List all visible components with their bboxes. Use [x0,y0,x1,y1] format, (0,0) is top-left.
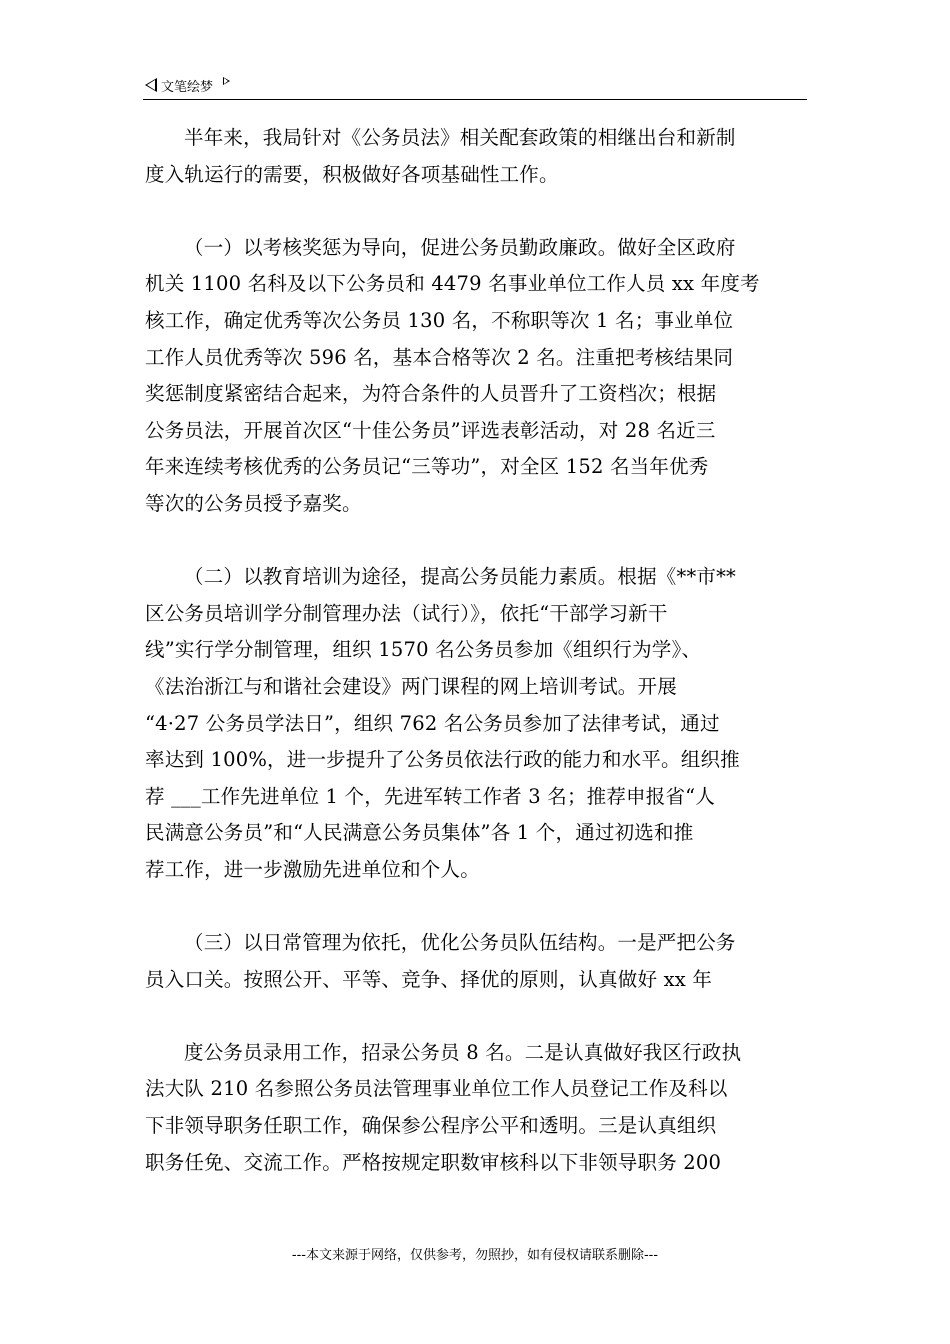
text-line: 员入口关。按照公开、平等、竞争、择优的原则，认真做好 xx 年 [145,967,713,991]
paragraph-section-2 [145,559,810,888]
triangle-right-icon [223,77,230,85]
text-line: 法大队 210 名参照公务员法管理事业单位工作人员登记工作及科以 [145,1077,728,1101]
document-body [145,120,810,1181]
text-line: 率达到 100%，进一步提升了公务员依法行政的能力和水平。组织推 [145,748,740,772]
text-line: 线”实行学分制管理，组织 1570 名公务员参加《组织行为学》、 [145,638,702,662]
paragraph-section-3 [145,925,810,998]
text-line: （二）以教育培训为途径，提高公务员能力素质。根据《**市** [184,565,737,589]
header-divider [143,99,807,100]
text-line: 工作人员优秀等次 596 名，基本合格等次 2 名。注重把考核结果同 [145,345,734,369]
paragraph-section-3-continued [145,1035,810,1181]
paragraph-intro [145,120,810,193]
page-footer-disclaimer: ---本文来源于网络，仅供参考，勿照抄，如有侵权请联系删除--- [291,1248,659,1263]
text-line: 民满意公务员”和“人民满意公务员集体”各 1 个，通过初选和推 [145,821,694,845]
text-line: 职务任免、交流工作。严格按规定职数审核科以下非领导职务 200 [145,1150,722,1174]
text-line: “4·27 公务员学法日”，组织 762 名公务员参加了法律考试，通过 [145,711,720,735]
text-line: 等次的公务员授予嘉奖。 [145,491,362,515]
text-line: 公务员法，开展首次区“十佳公务员”评选表彰活动，对 28 名近三 [145,418,716,442]
text-line: 《法治浙江与和谐社会建设》两门课程的网上培训考试。开展 [145,674,677,698]
text-line: 年来连续考核优秀的公务员记“三等功”，对全区 152 名当年优秀 [145,455,709,479]
text-line: 机关 1100 名科及以下公务员和 4479 名事业单位工作人员 xx 年度考 [145,272,760,296]
text-line: 度公务员录用工作，招录公务员 8 名。二是认真做好我区行政执 [184,1040,742,1064]
text-line: 区公务员培训学分制管理办法（试行）》，依托“干部学习新干 [145,601,668,625]
page-header [145,74,230,96]
header-title: 文笔绘梦 [161,79,214,95]
text-line: （一）以考核奖惩为导向，促进公务员勤政廉政。做好全区政府 [184,235,736,259]
text-line: 度入轨运行的需要，积极做好各项基础性工作。 [145,162,559,186]
text-line: 半年来，我局针对《公务员法》相关配套政策的相继出台和新制 [184,126,736,149]
paragraph-section-1 [145,230,810,523]
text-line: 奖惩制度紧密结合起来，为符合条件的人员晋升了工资档次；根据 [145,382,717,406]
text-line: （三）以日常管理为依托，优化公务员队伍结构。一是严把公务 [184,931,736,955]
text-line: 下非领导职务任职工作，确保参公程序公平和透明。三是认真组织 [145,1114,717,1138]
text-line: 荐工作，进一步激励先进单位和个人。 [145,857,480,881]
text-line: 核工作，确定优秀等次公务员 130 名，不称职等次 1 名；事业单位 [145,308,734,332]
triangle-left-icon [145,78,157,92]
text-line: 荐 ___工作先进单位 1 个，先进军转工作者 3 名；推荐申报省“人 [145,784,716,808]
